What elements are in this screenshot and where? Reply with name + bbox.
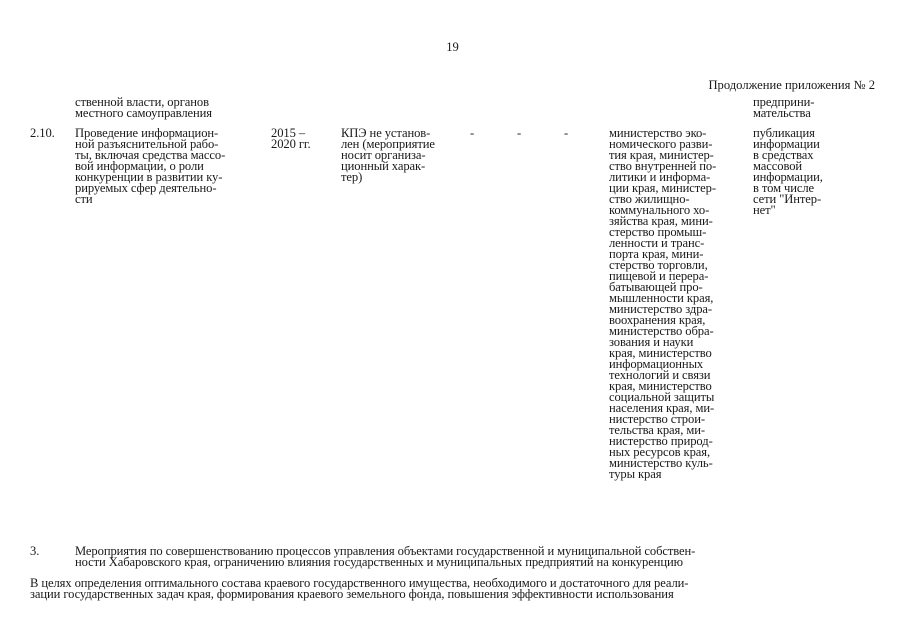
- page-number: 19: [446, 40, 459, 54]
- row-period: 2015 – 2020 гг.: [271, 126, 311, 151]
- row-dash-2: -: [517, 126, 522, 140]
- row-dash-1: -: [470, 126, 475, 140]
- carry-over-name: ственной власти, органов местного самоуправления: [75, 95, 212, 120]
- section-3-title: Мероприятия по совершенствованию процессов управления объектами государственной и муниципальной собствен- ности Хабаровского края, ограничению влияния государственных и муниципальных предприятий на конкуренцию: [75, 544, 696, 569]
- carry-over-result: предприни- мательства: [753, 95, 815, 120]
- row-number: 2.10.: [30, 126, 55, 140]
- row-result: публикация информации в средствах массовой информации, в том числе сети "Интер- нет": [753, 126, 823, 217]
- row-kpe: КПЭ не установ- лен (мероприятие носит организа- ционный харак- тер): [341, 126, 435, 184]
- body-paragraph: В целях определения оптимального состава краевого государственного имущества, необходимого и достаточного для реали- зации государственных задач края, формирования краевого земельного фонда, повышения эффективности использования: [30, 576, 689, 601]
- row-dash-3: -: [564, 126, 569, 140]
- section-3-number: 3.: [30, 544, 40, 558]
- continuation-note: Продолжение приложения № 2: [708, 78, 875, 92]
- row-name: Проведение информацион- ной разъяснительной рабо- ты, включая средства массо- вой информации, о роли конкуренции в развитии ку- рируемых сфер деятельно- сти: [75, 126, 226, 206]
- row-executors: министерство эко- номического разви- тия края, министер- ство внутренней по- литики и информа- ции края, министер- ство жилищно- коммунального хо- зяйства края, мини- стерство промыш- ленности и транс- порта края, мини- стерство торговли, пищевой и перера- батывающей про- мышленности края, министерство здра- воохранения края, министерство обра- зования и науки края, министерство информационных технологий и связи края, министерство социальной защиты населения края, ми- нистерство строи- тельства края, ми- нистерство природ- ных ресурсов края, министерство куль- туры края: [609, 126, 717, 481]
